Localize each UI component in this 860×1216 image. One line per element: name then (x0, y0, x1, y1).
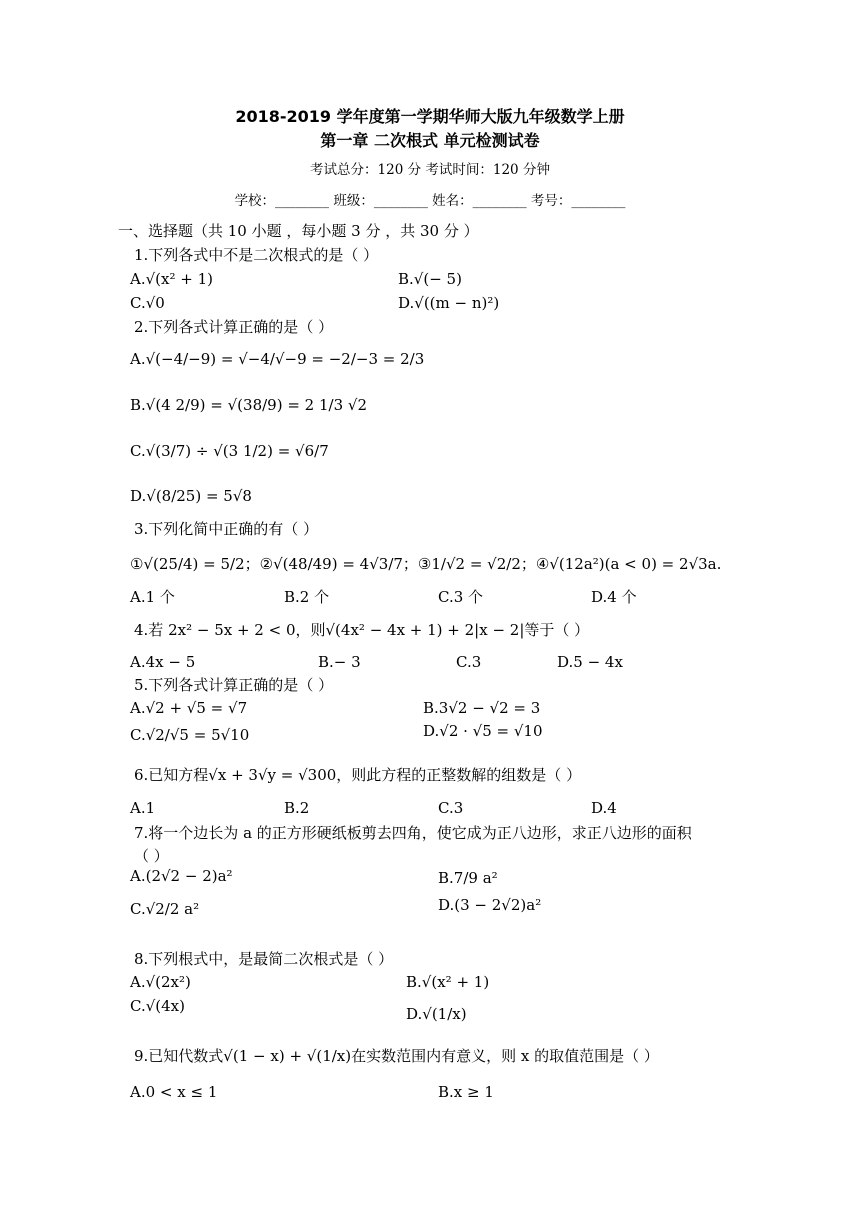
q4-option-d: D.5 − 4x (557, 653, 623, 671)
q3-option-a: A.1 个 (130, 588, 175, 606)
q7-option-b: B.7/9 a² (438, 869, 498, 887)
q8-option-a: A.√(2x²) (130, 973, 191, 991)
q6-option-d: D.4 (591, 799, 617, 817)
q8-option-d: D.√(1/x) (406, 1005, 467, 1023)
q2-option-a: A.√(−4/−9) = √−4/√−9 = −2/−3 = 2/3 (130, 350, 425, 368)
q1-option-b: B.√(− 5) (398, 270, 462, 288)
q3-option-b: B.2 个 (284, 588, 330, 606)
q5-option-c: C.√2/√5 = 5√10 (130, 726, 250, 744)
q8-option-c: C.√(4x) (130, 997, 185, 1015)
question-9-stem: 9.已知代数式√(1 − x) + √(1/x)在实数范围内有意义，则 x 的取值范围是（ ） (134, 1047, 659, 1065)
q4-option-b: B.− 3 (318, 653, 361, 671)
q2-option-d: D.√(8/25) = 5√8 (130, 487, 252, 505)
question-6-stem: 6.已知方程√x + 3√y = √300，则此方程的正整数解的组数是（ ） (134, 766, 582, 784)
question-8-stem: 8.下列根式中，是最简二次根式是（ ） (134, 950, 394, 968)
q5-option-a: A.√2 + √5 = √7 (130, 699, 248, 717)
q1-option-d: D.√((m − n)²) (398, 294, 500, 312)
q1-option-c: C.√0 (130, 294, 165, 312)
q6-option-a: A.1 (130, 799, 156, 817)
exam-info: 考试总分：120 分 考试时间：120 分钟 (310, 162, 550, 178)
q9-option-a: A.0 < x ≤ 1 (130, 1083, 218, 1101)
q2-option-c: C.√(3/7) ÷ √(3 1/2) = √6/7 (130, 442, 329, 460)
q6-option-b: B.2 (284, 799, 310, 817)
question-3-stem: 3.下列化简中正确的有（ ） (134, 520, 319, 538)
q7-option-a: A.(2√2 − 2)a² (130, 867, 233, 885)
q5-option-b: B.3√2 − √2 = 3 (423, 699, 541, 717)
question-2-stem: 2.下列各式计算正确的是（ ） (134, 318, 334, 336)
student-fields: 学校：________ 班级：________ 姓名：________ 考号：________ (234, 193, 626, 209)
q9-option-b: B.x ≥ 1 (438, 1083, 494, 1101)
q7-option-c: C.√2/2 a² (130, 900, 200, 918)
exam-subtitle: 第一章 二次根式 单元检测试卷 (320, 131, 540, 150)
q4-option-a: A.4x − 5 (130, 653, 196, 671)
q6-option-c: C.3 (438, 799, 464, 817)
question-4-stem: 4.若 2x² − 5x + 2 < 0，则√(4x² − 4x + 1) + 2|x − 2|等于（ ） (134, 621, 590, 639)
q2-option-b: B.√(4 2/9) = √(38/9) = 2 1/3 √2 (130, 396, 367, 414)
q3-statements: ①√(25/4) = 5/2；②√(48/49) = 4√3/7；③1/√2 = √2/2；④√(12a²)(a < 0) = 2√3a. (130, 555, 722, 573)
q4-option-c: C.3 (456, 653, 482, 671)
q3-option-c: C.3 个 (438, 588, 484, 606)
question-7-stem: 7.将一个边长为 a 的正方形硬纸板剪去四角，使它成为正八边形，求正八边形的面积（ ） (134, 824, 692, 865)
q3-option-d: D.4 个 (591, 588, 637, 606)
question-5-stem: 5.下列各式计算正确的是（ ） (134, 676, 334, 694)
section-heading: 一、选择题（共 10 小题 ，每小题 3 分 ，共 30 分 ） (118, 222, 479, 240)
q5-option-d: D.√2 · √5 = √10 (423, 722, 543, 740)
q7-option-d: D.(3 − 2√2)a² (438, 896, 542, 914)
q8-option-b: B.√(x² + 1) (406, 973, 490, 991)
question-1-stem: 1.下列各式中不是二次根式的是（ ） (134, 246, 379, 264)
exam-title: 2018-2019 学年度第一学期华师大版九年级数学上册 (235, 107, 625, 126)
q1-option-a: A.√(x² + 1) (130, 270, 213, 288)
